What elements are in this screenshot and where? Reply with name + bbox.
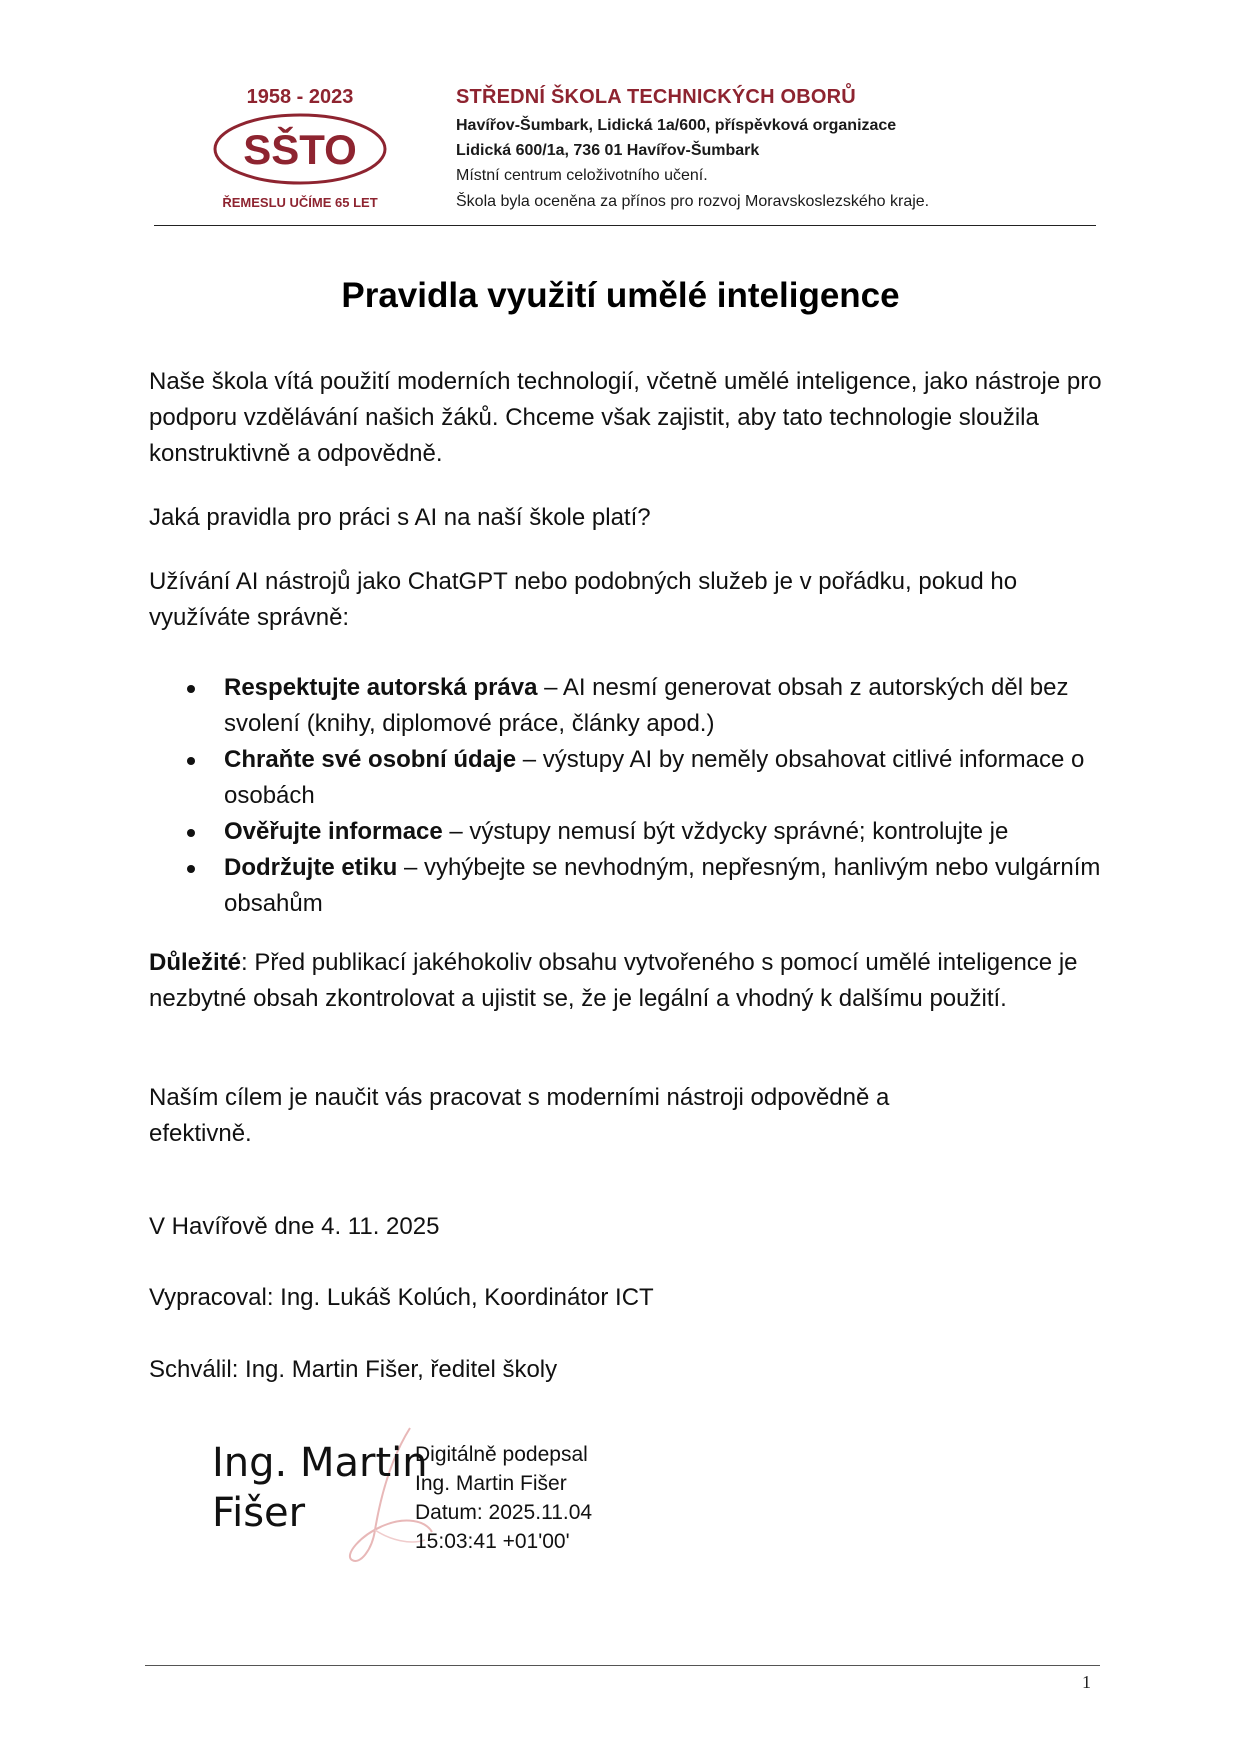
logo-motto: ŘEMESLU UČÍME 65 LET (222, 195, 378, 210)
list-item (149, 670, 1109, 742)
usage-paragraph: Užívání AI nástrojů jako ChatGPT nebo podobných služeb je v pořádku, pokud ho využíváte správně: (149, 568, 1018, 631)
header-info-line: Místní centrum celoživotního učení. (456, 167, 708, 184)
rule-text: – výstupy nemusí být vždycky správné; kontrolujte je (442, 818, 1009, 845)
rule-text: – vyhýbejte se nevhodným, nepřesným, hanlivým nebo vulgárním obsahům (224, 854, 1101, 917)
question-paragraph: Jaká pravidla pro práci s AI na naší škole platí? (149, 504, 651, 531)
list-item (149, 742, 1109, 814)
footer-divider (145, 1665, 1100, 1666)
goal-paragraph: Naším cílem je naučit vás pracovat s moderními nástroji odpovědně a efektivně. (149, 1084, 890, 1147)
list-item (149, 850, 1109, 922)
school-name: STŘEDNÍ ŠKOLA TECHNICKÝCH OBORŮ (456, 86, 856, 108)
rules-list (149, 670, 1109, 922)
header-address-line: Havířov-Šumbark, Lidická 1a/600, příspěvková organizace (456, 117, 897, 134)
important-label: Důležité (149, 949, 242, 976)
bullet-icon (187, 685, 195, 693)
signature-detail-line: Datum: 2025.11.04 (415, 1501, 593, 1524)
logo-text: SŠTO (243, 126, 357, 173)
approved-by: Schválil: Ing. Martin Fišer, ředitel školy (149, 1356, 558, 1383)
signature-name-line: Ing. Martin (212, 1440, 428, 1486)
rule-heading: Dodržujte etiku (224, 854, 398, 881)
school-logo (212, 112, 388, 186)
signature-details (415, 1440, 592, 1556)
place-date: V Havířově dne 4. 11. 2025 (149, 1213, 440, 1240)
bullet-icon (187, 829, 195, 837)
important-text: : Před publikací jakéhokoliv obsahu vytvořeného s pomocí umělé inteligence je nezbytné obsah zkontrolovat a ujistit se, že je legální a vhodný k dalšímu použití. (149, 949, 1078, 1012)
rule-text: – výstupy AI by neměly obsahovat citlivé informace o osobách (224, 746, 1085, 809)
bullet-icon (187, 865, 195, 873)
rule-heading: Respektujte autorská práva (224, 674, 538, 701)
bullet-icon (187, 757, 195, 765)
header-address-line: Lidická 600/1a, 736 01 Havířov-Šumbark (456, 142, 760, 159)
header-divider (154, 225, 1096, 226)
header-info-line: Škola byla oceněna za přínos pro rozvoj Moravskoslezského kraje. (456, 193, 930, 210)
list-item (149, 814, 1109, 850)
rule-heading: Chraňte své osobní údaje (224, 746, 517, 773)
page-title: Pravidla využití umělé inteligence (341, 276, 900, 315)
logo-years: 1958 - 2023 (246, 86, 354, 108)
rule-heading: Ověřujte informace (224, 818, 443, 845)
signature-detail-line: Ing. Martin Fišer (415, 1472, 567, 1495)
page-number: 1 (1082, 1672, 1091, 1692)
signature-detail-line: 15:03:41 +01'00' (415, 1530, 570, 1553)
signature-name (212, 1438, 428, 1538)
prepared-by: Vypracoval: Ing. Lukáš Kolúch, Koordinátor ICT (149, 1284, 654, 1311)
rule-text: – AI nesmí generovat obsah z autorských děl bez svolení (knihy, diplomové práce, články apod.) (224, 674, 1069, 737)
important-paragraph (149, 945, 1109, 1017)
intro-paragraph: Naše škola vítá použití moderních technologií, včetně umělé inteligence, jako nástroje pro podporu vzdělávání našich žáků. Chceme však zajistit, aby tato technologie sloužila konstruktivně a odpovědně. (149, 368, 1102, 467)
signature-name-line: Fišer (212, 1490, 306, 1536)
signature-detail-line: Digitálně podepsal (415, 1443, 588, 1466)
